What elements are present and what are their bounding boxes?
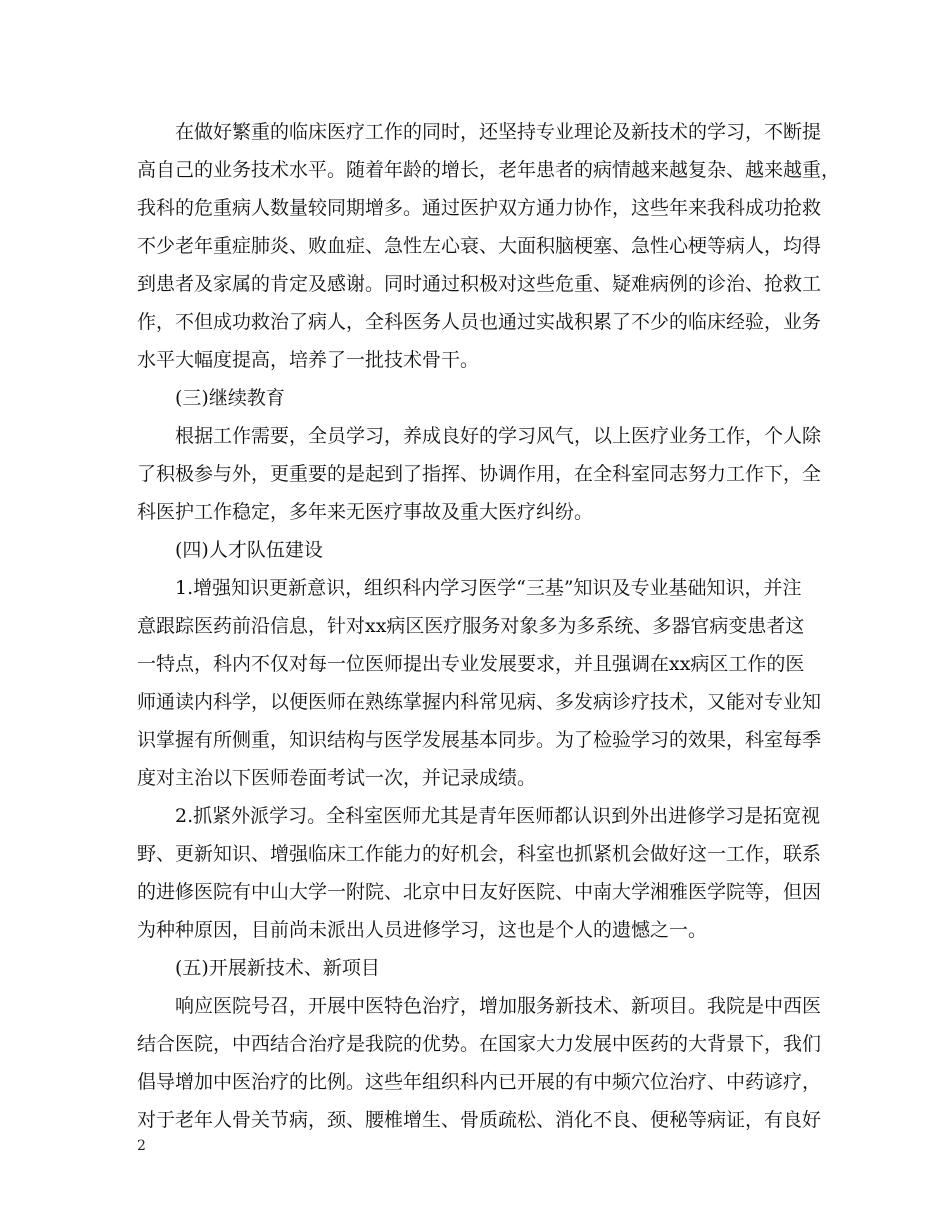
paragraph [137, 797, 822, 949]
page-number: 2 [137, 1138, 146, 1154]
text-line: 了积极参与外，更重要的是起到了指挥、协调作用，在全科室同志努力工作下，全 [137, 463, 822, 485]
text-line: 师通读内科学，以便医师在熟练掌握内科常见病、多发病诊疗技术，又能对专业知 [137, 691, 822, 713]
text-line: 我科的危重病人数量较同期增多。通过医护双方通力协作，这些年来我科成功抢救 [137, 197, 822, 219]
text-line: 结合医院，中西结合治疗是我院的优势。在国家大力发展中医药的大背景下，我们 [137, 1033, 822, 1055]
paragraph [137, 113, 841, 379]
text-line: 根据工作需要，全员学习，养成良好的学习风气，以上医疗业务工作，个人除 [175, 425, 822, 447]
section-heading [137, 949, 817, 987]
text-line: (三)继续教育 [175, 387, 285, 409]
text-line: 作，不但成功救治了病人，全科医务人员也通过实战积累了不少的临床经验，业务 [137, 311, 822, 333]
document-body [137, 113, 841, 1139]
text-line: 响应医院号召，开展中医特色治疗，增加服务新技术、新项目。我院是中西医 [175, 995, 822, 1017]
section-heading [137, 379, 817, 417]
text-line: 科医护工作稳定，多年来无医疗事故及重大医疗纠纷。 [137, 501, 594, 523]
text-line: 水平大幅度提高，培养了一批技术骨干。 [137, 349, 480, 371]
text-line: 高自己的业务技术水平。随着年龄的增长，老年患者的病情越来越复杂、越来越重， [137, 159, 841, 181]
text-line: 意跟踪医药前沿信息，针对xx病区医疗服务对象多为多系统、多器官病变患者这 [137, 615, 805, 637]
text-line: 一特点，科内不仅对每一位医师提出专业发展要求，并且强调在xx病区工作的医 [137, 653, 805, 675]
text-line: 2.抓紧外派学习。全科室医师尤其是青年医师都认识到外出进修学习是拓宽视 [175, 805, 821, 827]
text-line: 对于老年人骨关节病，颈、腰椎增生、骨质疏松、消化不良、便秘等病证，有良好 [137, 1109, 822, 1131]
text-line: 为种种原因，目前尚未派出人员进修学习，这也是个人的遗憾之一。 [137, 919, 708, 941]
text-line: 倡导增加中医治疗的比例。这些年组织科内已开展的有中频穴位治疗、中药谚疗， [137, 1071, 822, 1093]
paragraph [137, 987, 822, 1139]
text-line: 野、更新知识、增强临床工作能力的好机会，科室也抓紧机会做好这一工作，联系 [137, 843, 822, 865]
text-line: 度对主治以下医师卷面考试一次，并记录成绩。 [137, 767, 537, 789]
text-line: 不少老年重症肺炎、败血症、急性左心衰、大面积脑梗塞、急性心梗等病人，均得 [137, 235, 822, 257]
text-line: 到患者及家属的肯定及感谢。同时通过积极对这些危重、疑难病例的诊治、抢救工 [137, 273, 822, 295]
text-line: 1.增强知识更新意识，组织科内学习医学“三基”知识及专业基础知识，并注 [175, 577, 802, 599]
text-line: (四)人才队伍建设 [175, 539, 323, 561]
text-line: (五)开展新技术、新项目 [175, 957, 380, 979]
paragraph [137, 417, 822, 531]
text-line: 的进修医院有中山大学一附院、北京中日友好医院、中南大学湘雅医学院等，但因 [137, 881, 822, 903]
paragraph [137, 569, 822, 797]
text-line: 识掌握有所侧重，知识结构与医学发展基本同步。为了检验学习的效果，科室每季 [137, 729, 822, 751]
section-heading [137, 531, 817, 569]
text-line: 在做好繁重的临床医疗工作的同时，还坚持专业理论及新技术的学习，不断提 [175, 121, 822, 143]
